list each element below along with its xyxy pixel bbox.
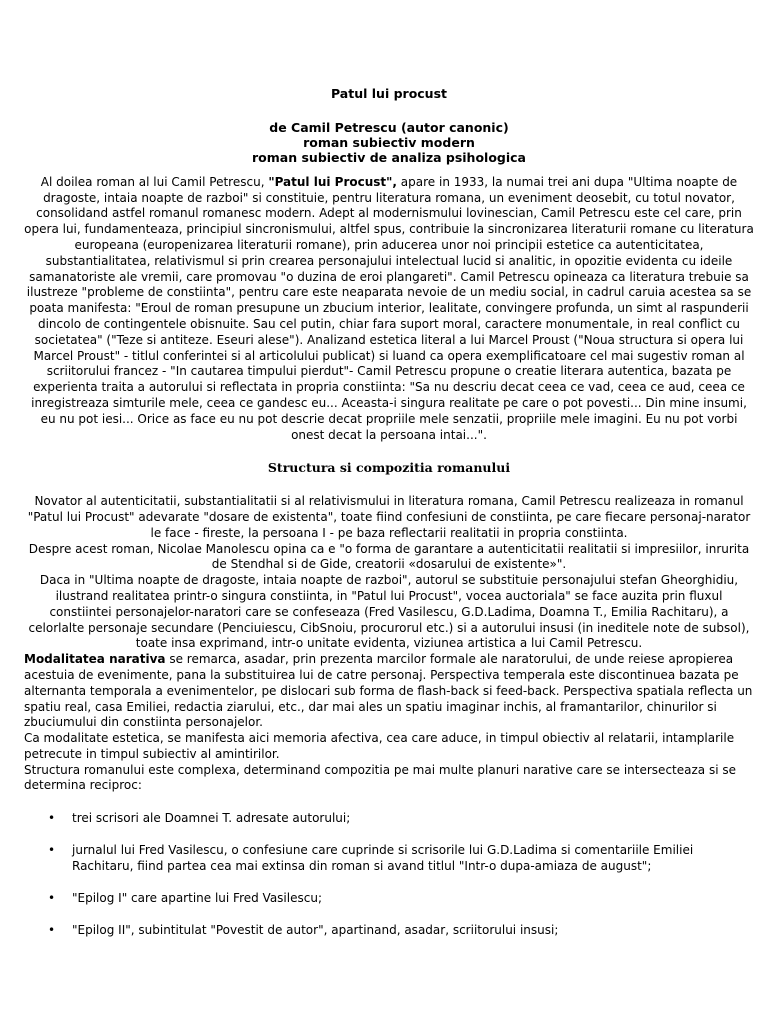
bullet-icon: • [48, 891, 56, 906]
structura-paragraph: Structura romanului este complexa, determinand compozitia pe mai multe planuri narative care se intersecteaza si se determina reciproc: [24, 762, 736, 793]
list-item-text: trei scrisori ale Doamnei T. adresate autorului; [72, 811, 351, 826]
bullet-icon: • [48, 923, 56, 938]
bullet-icon: • [48, 843, 56, 858]
list-item [24, 890, 754, 906]
modalitatea-bold: Modalitatea narativa [24, 652, 166, 667]
document-subtitles [24, 120, 754, 165]
intro-text-rest: apare in 1933, la numai trei ani dupa "Ultima noapte de dragoste, intaia noapte de razboi" si constituie, pentru literatura romana, un eveniment deosebit, cu totul novator, consolidand astfel romanul romanesc modern. Adept al modernismului lovinescian, Camil Petrescu este cel care, prin opera lui, fundamenteaza, principiul sincronismului, altfel spus, contribuie la sincronizarea literaturii romane cu literatura europeana (europenizarea literaturii romane), prin aducerea unor noi principii estetice ca autenticitatea, substantialitatea, relativismul si prin crearea personajului intelectual lucid si analitic, in opozitie evidenta cu ideile samanatoriste ale vremii, care promovau "o duzina de eroi plangareti". Camil Petrescu opineaza ca literatura trebuie sa ilustreze "probleme de constiinta", pentru care este neaparata nevoie de un mediu social, in cadrul caruia acestea sa se poata manifesta: "Eroul de roman presupune un zbucium interior, lealitate, convingere profunda, un simt al raspunderii dincolo de contingentele obisnuite. Sau cel putin, chiar fara suport moral, caractere monumentale, in real conflict cu societatea" ("Teze si antiteze. Eseuri alese"). Analizand estetica literal a lui Marcel Proust ("Noua structura si opera lui Marcel Proust" - titlul conferintei si al articolului publicat) si luand ca opera exemplificatoare cel mai sugestiv roman al scriitorului francez - "In cautarea timpului pierdut"- Camil Petrescu propune o creatie literara autentica, bazata pe experienta traita a autorului si reflectata in propria constiinta: "Sa nu descriu decat ceea ce vad, ceea ce aud, ceea ce inregistreaza simturile mele, ceea ce gandesc eu... Aceasta-i singura realitate pe care o pot povesti... Din mine insumi, eu nu pot iesi... Orice as face eu nu pot descrie decat propriile mele senzatii, propriile mele imagini. Eu nu pot vorbi onest decat la persoana intai...". [24, 174, 754, 442]
modalitatea-paragraph [24, 652, 754, 731]
bullet-icon: • [48, 811, 56, 826]
subtitle-genre-detail: roman subiectiv de analiza psihologica [252, 149, 526, 165]
list-item [24, 842, 754, 874]
subtitle-author: de Camil Petrescu (autor canonic) [269, 119, 509, 135]
section-heading: Structura si compozitia romanului [267, 460, 511, 476]
modalitatea-text: se remarca, asadar, prin prezenta marcilor formale ale naratorului, de unde reiese apropierea acestuia de evenimente, pana la substituirea lui de catre personaj. Perspectiva temperala este discontinuea bazata pe alternanta temporala a evenimentelor, pe dislocari sub forma de flash-back si feed-back. Perspectiva spatiala reflecta un spatiu real, casa Emiliei, redactia ziarului, etc., dar mai ales un spatiu imaginar inchis, al framantarilor, chinurilor si zbuciumului din constiinta personajelor. [24, 652, 753, 730]
list-item [24, 810, 754, 826]
section-paragraph-novator: Novator al autenticitatii, substantialitatii si al relativismului in literatura romana, Camil Petrescu realizeaza in romanul "Patul lui Procust" adevarate "dosare de existenta", toate fiind confesiuni de constiinta, pe care fiecare personaj-narator le face - fireste, la persoana I - pe baza reflectarii realitatii in propria constiinta. [27, 494, 751, 540]
section-paragraph-ultima-noapte: Daca in "Ultima noapte de dragoste, intaia noapte de razboi", autorul se substituie personajului stefan Gheorghidiu, ilustrand realitatea printr-o singura constiinta, in "Patul lui Procust", vocea auctoriala" se face auzita prin fluxul constiintei personajelor-naratori care se confeseaza (Fred Vasilescu, G.D.Ladima, Doamna T., Emilia Rachitaru), a celorlalte personaje secundare (Penciuiescu, CibSnoiu, procurorul etc.) si a autorului insusi (in ineditele note de subsol), toate insa exprimand, intr-o unitate evidenta, viziunea artistica a lui Camil Petrescu. [28, 573, 750, 651]
list-item-text: "Epilog II", subintitulat "Povestit de autor", apartinand, asadar, scriitorului insusi; [72, 923, 559, 938]
list-item-text: jurnalul lui Fred Vasilescu, o confesiune care cuprinde si scrisorile lui G.D.Ladima si comentariile Emiliei Rachitaru, fiind partea cea mai extinsa din roman si avand titlul "Intr-o dupa-amiaza de august"; [72, 843, 694, 874]
subtitle-genre: roman subiectiv modern [303, 134, 475, 150]
list-item [24, 922, 754, 938]
list-item-text: "Epilog I" care apartine lui Fred Vasilescu; [72, 891, 322, 906]
intro-paragraph [24, 175, 754, 444]
intro-text-start: Al doilea roman al lui Camil Petrescu, [40, 174, 269, 189]
section-paragraph-manolescu: Despre acest roman, Nicolae Manolescu opina ca e "o forma de garantare a autenticitatii realitatii si impresiilor, inrurita de Stendhal si de Gide, creatorii «dosarului de existente»". [28, 541, 750, 572]
document-page [24, 86, 754, 954]
memoria-afectiva-paragraph: Ca modalitate estetica, se manifesta aici memoria afectiva, cea care aduce, in timpul obiectiv al relatarii, intamplarile petrecute in timpul subiectiv al amintirilor. [24, 731, 735, 761]
intro-bold-title: "Patul lui Procust", [268, 174, 397, 189]
document-title: Patul lui procust [330, 86, 447, 101]
narrative-planes-list [24, 810, 754, 938]
